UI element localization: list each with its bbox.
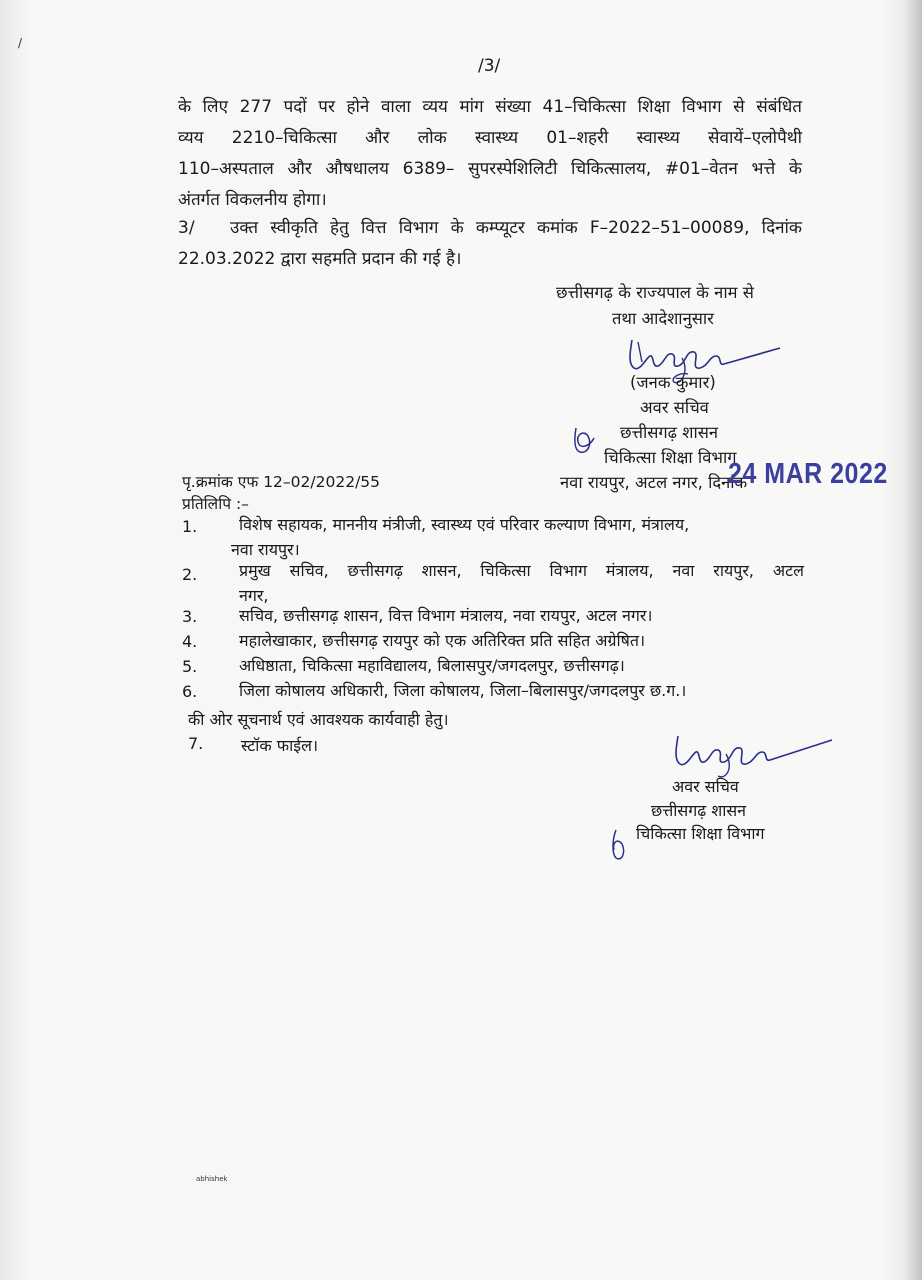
reference-number: पृ.क्रमांक एफ 12–02/2022/55: [182, 473, 381, 491]
paragraph-approval: [178, 213, 802, 275]
paragraph-line: व्यय 2210–चिकित्सा और लोक स्वास्थ्य 01–शहरी स्वास्थ्य सेवायें–एलोपैथी: [178, 128, 802, 148]
list-text: नवा रायपुर।: [231, 540, 300, 559]
page-number: /3/: [478, 56, 501, 76]
list-number: 7.: [188, 734, 204, 753]
date-stamp: 24 MAR 2022: [728, 457, 888, 491]
list-text: नगर,: [239, 586, 269, 605]
list-item: [188, 734, 319, 755]
list-text: प्रमुख सचिव, छत्तीसगढ़ शासन, चिकित्सा विभाग मंत्रालय, नवा रायपुर, अटल: [239, 561, 804, 580]
list-number: 4.: [182, 632, 198, 651]
margin-mark: /: [18, 36, 23, 50]
paragraph-line: के लिए 277 पदों पर होने वाला व्यय मांग संख्या 41–चिकित्सा शिक्षा विभाग से संबंधित: [178, 97, 802, 117]
paragraph-line: 22.03.2022 द्वारा सहमति प्रदान की गई है।: [178, 249, 462, 269]
list-number: 3.: [182, 607, 198, 626]
page-shadow: [904, 0, 922, 1280]
list-number: 5.: [182, 657, 198, 676]
signatory-government: छत्तीसगढ़ शासन: [620, 423, 719, 442]
list-text: सचिव, छत्तीसगढ़ शासन, वित्त विभाग मंत्रालय, नवा रायपुर, अटल नगर।: [239, 606, 653, 625]
paragraph-line: अंतर्गत विकलनीय होगा।: [178, 190, 327, 210]
list-text: स्टॉक फाईल।: [241, 736, 319, 755]
footer-author: abhishek: [196, 1175, 228, 1183]
signatory-department: चिकित्सा शिक्षा विभाग: [636, 824, 765, 843]
paragraph-line: 110–अस्पताल और औषधालय 6389– सुपरस्पेशिलिटी चिकित्सालय, #01–वेतन भत्ते के: [178, 159, 802, 179]
copy-heading: प्रतिलिपि :–: [182, 495, 249, 513]
list-text: अधिष्ठाता, चिकित्सा महाविद्यालय, बिलासपुर/जगदलपुर, छत्तीसगढ़।: [239, 656, 625, 675]
order-line: तथा आदेशानुसार: [612, 309, 714, 328]
paragraph-line: उक्त स्वीकृति हेतु वित्त विभाग के कम्प्यूटर कमांक F–2022–51–00089, दिनांक: [230, 218, 802, 238]
signatory-department: चिकित्सा शिक्षा विभाग: [604, 448, 737, 467]
list-text: महालेखाकार, छत्तीसगढ़ रायपुर को एक अतिरिक्त प्रति सहित अग्रेषित।: [239, 631, 646, 650]
paragraph-number: 3/: [178, 218, 195, 238]
initial-mark-icon: [604, 826, 634, 866]
list-text: विशेष सहायक, माननीय मंत्रीजी, स्वास्थ्य एवं परिवार कल्याण विभाग, मंत्रालय,: [239, 515, 690, 534]
list-number: 1.: [182, 517, 198, 536]
signatory-government: छत्तीसगढ़ शासन: [651, 801, 747, 820]
list-number: 2.: [182, 565, 198, 584]
signatory-name: (जनक कुमार): [630, 373, 716, 392]
list-text: जिला कोषालय अधिकारी, जिला कोषालय, जिला–बिलासपुर/जगदलपुर छ.ग.।: [239, 681, 687, 700]
paragraph-expenditure: [178, 92, 802, 216]
initial-mark-icon: [566, 424, 606, 458]
governor-line: छत्तीसगढ़ के राज्यपाल के नाम से: [556, 283, 754, 302]
closing-line: की ओर सूचनार्थ एवं आवश्यक कार्यवाही हेतु।: [188, 710, 449, 729]
place-date-line: नवा रायपुर, अटल नगर, दिनांक: [560, 473, 748, 492]
signatory-designation: अवर सचिव: [672, 777, 739, 796]
list-number: 6.: [182, 682, 198, 701]
signatory-designation: अवर सचिव: [640, 398, 709, 417]
